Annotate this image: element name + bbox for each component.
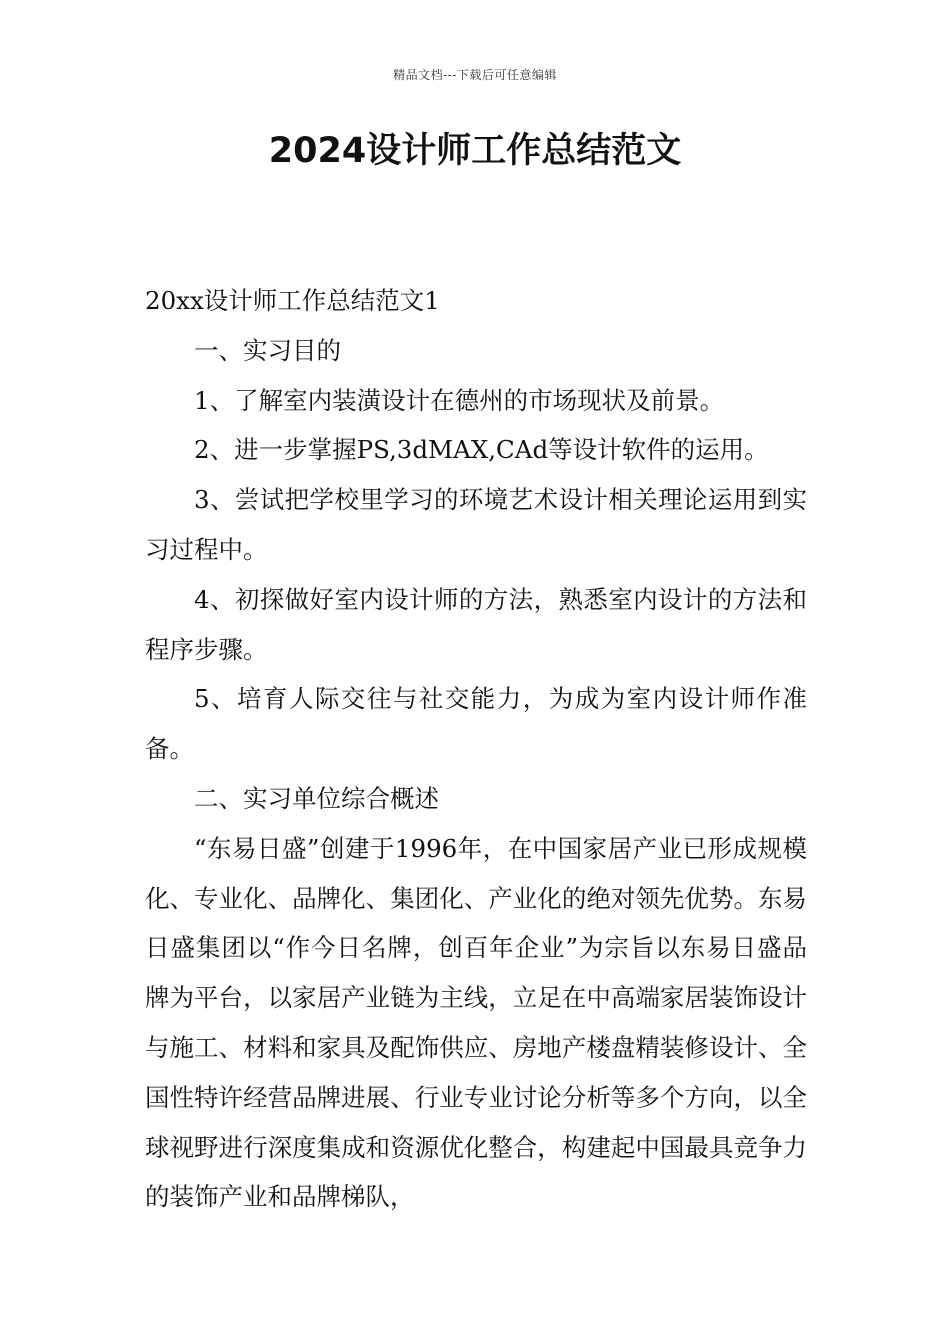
subheading-company-overview: 二、实习单位综合概述 — [194, 783, 439, 813]
body-paragraph: “东易日盛”创建于1996年，在中国家居产业已形成规模化、专业化、品牌化、集团化、产业化的绝对领先优势。东易日盛集团以“作今日名牌，创百年企业”为宗旨以东易日盛品牌为平台，以家居产业链为主线，立足在中高端家居装饰设计与施工、材料和家具及配饰供应、房地产楼盘精装修设计、全国性特许经营品牌进展、行业专业讨论分析等多个方向，以全球视野进行深度集成和资源优化整合，构建起中国最具竞争力的装饰产业和品牌梯队， — [145, 833, 807, 1212]
document-title: 2024设计师工作总结范文 — [268, 131, 682, 171]
document-body — [145, 276, 807, 1222]
list-item: 2、进一步掌握PS,3dMAX,CAd等设计软件的运用。 — [194, 435, 769, 465]
list-item: 1、了解室内装潢设计在德州的市场现状及前景。 — [194, 385, 725, 415]
subheading-purpose: 一、实习目的 — [194, 335, 341, 365]
header-note: 精品文档---下载后可任意编辑 — [393, 68, 557, 82]
list-item: 3、尝试把学校里学习的环境艺术设计相关理论运用到实习过程中。 — [145, 485, 807, 564]
list-item: 5、培育人际交往与社交能力，为成为室内设计师作准备。 — [145, 684, 807, 764]
list-item: 4、初探做好室内设计师的方法，熟悉室内设计的方法和程序步骤。 — [145, 584, 807, 664]
section-heading-1: 20xx设计师工作总结范文1 — [145, 286, 440, 315]
